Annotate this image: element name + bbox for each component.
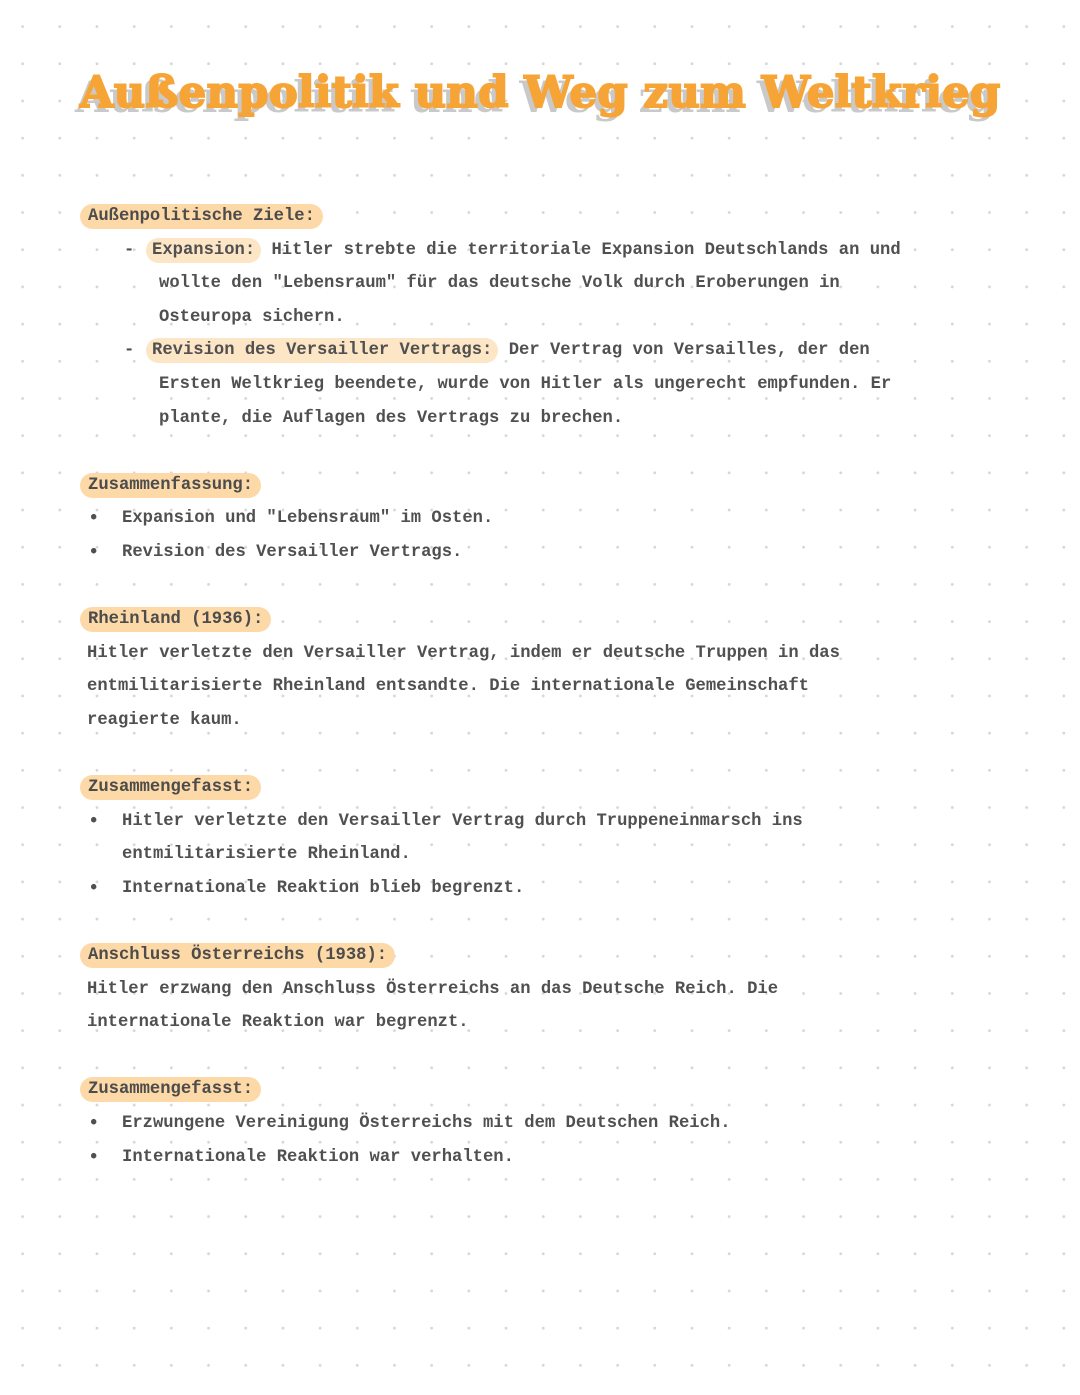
section-goals xyxy=(80,200,1010,435)
bullet-icon: • xyxy=(88,1145,100,1168)
goal-item-expansion xyxy=(80,234,1010,335)
list-item-text: Hitler verletzte den Versailler Vertrag durch Truppeneinmarsch ins xyxy=(122,811,803,831)
goal-revision-line-2: Ersten Weltkrieg beendete, wurde von Hitler als ungerecht empfunden. Er xyxy=(159,374,892,394)
summary-1-list xyxy=(80,502,1010,569)
list-item-text: Revision des Versailler Vertrags. xyxy=(122,542,463,562)
bullet-icon: • xyxy=(88,876,100,899)
bullet-icon: • xyxy=(88,809,100,832)
list-item xyxy=(80,805,1010,872)
goal-expansion-line-3: Osteuropa sichern. xyxy=(159,307,345,327)
section-heading-summary-2: Zusammengefasst: xyxy=(80,775,261,800)
anschluss-line-1: Hitler erzwang den Anschluss Österreichs an das Deutsche Reich. Die xyxy=(87,979,779,999)
goal-revision-line-3: plante, die Auflagen des Vertrags zu brechen. xyxy=(159,408,624,428)
summary-3-list xyxy=(80,1107,1010,1174)
notes-content xyxy=(80,200,1010,1208)
list-item-text: Erzwungene Vereinigung Österreichs mit dem Deutschen Reich. xyxy=(122,1114,731,1134)
section-anschluss xyxy=(80,939,1010,1040)
goal-expansion-line-2: wollte den "Lebensraum" für das deutsche Volk durch Eroberungen in xyxy=(159,274,840,294)
section-heading-summary-1: Zusammenfassung: xyxy=(80,473,261,498)
summary-2-list xyxy=(80,805,1010,906)
section-heading-anschluss: Anschluss Österreichs (1938): xyxy=(80,943,395,968)
dash-marker: - xyxy=(124,240,135,260)
section-heading-goals: Außenpolitische Ziele: xyxy=(80,204,323,229)
term-expansion: Expansion: xyxy=(146,238,261,263)
section-summary-3 xyxy=(80,1073,1010,1174)
list-item xyxy=(80,536,1010,570)
section-summary-2 xyxy=(80,771,1010,905)
bullet-icon: • xyxy=(88,540,100,563)
list-item-text: Expansion und "Lebensraum" im Osten. xyxy=(122,509,494,529)
list-item-text: Internationale Reaktion war verhalten. xyxy=(122,1147,514,1167)
dash-marker: - xyxy=(124,341,135,361)
list-item xyxy=(80,1107,1010,1141)
term-revision: Revision des Versailler Vertrags: xyxy=(146,338,498,363)
bullet-icon: • xyxy=(88,1112,100,1135)
goal-expansion-line-1: Hitler strebte die territoriale Expansion Deutschlands an und xyxy=(271,240,901,260)
list-item-text: entmilitarisierte Rheinland. xyxy=(122,845,411,865)
section-summary-1 xyxy=(80,469,1010,570)
rhineland-line-2: entmilitarisierte Rheinland entsandte. Die internationale Gemeinschaft xyxy=(87,677,809,697)
bullet-icon: • xyxy=(88,507,100,530)
rhineland-line-3: reagierte kaum. xyxy=(87,710,242,730)
list-item-text: Internationale Reaktion blieb begrenzt. xyxy=(122,878,525,898)
section-heading-summary-3: Zusammengefasst: xyxy=(80,1077,261,1102)
goal-revision-line-1: Der Vertrag von Versailles, der den xyxy=(508,341,870,361)
section-rhineland xyxy=(80,603,1010,737)
goal-item-revision xyxy=(80,334,1010,435)
page-title: Außenpolitik und Weg zum Weltkrieg xyxy=(80,68,1001,118)
anschluss-line-2: internationale Reaktion war begrenzt. xyxy=(87,1013,469,1033)
list-item xyxy=(80,1141,1010,1175)
list-item xyxy=(80,872,1010,906)
rhineland-line-1: Hitler verletzte den Versailler Vertrag, indem er deutsche Truppen in das xyxy=(87,643,840,663)
section-heading-rhineland: Rheinland (1936): xyxy=(80,607,271,632)
list-item xyxy=(80,502,1010,536)
